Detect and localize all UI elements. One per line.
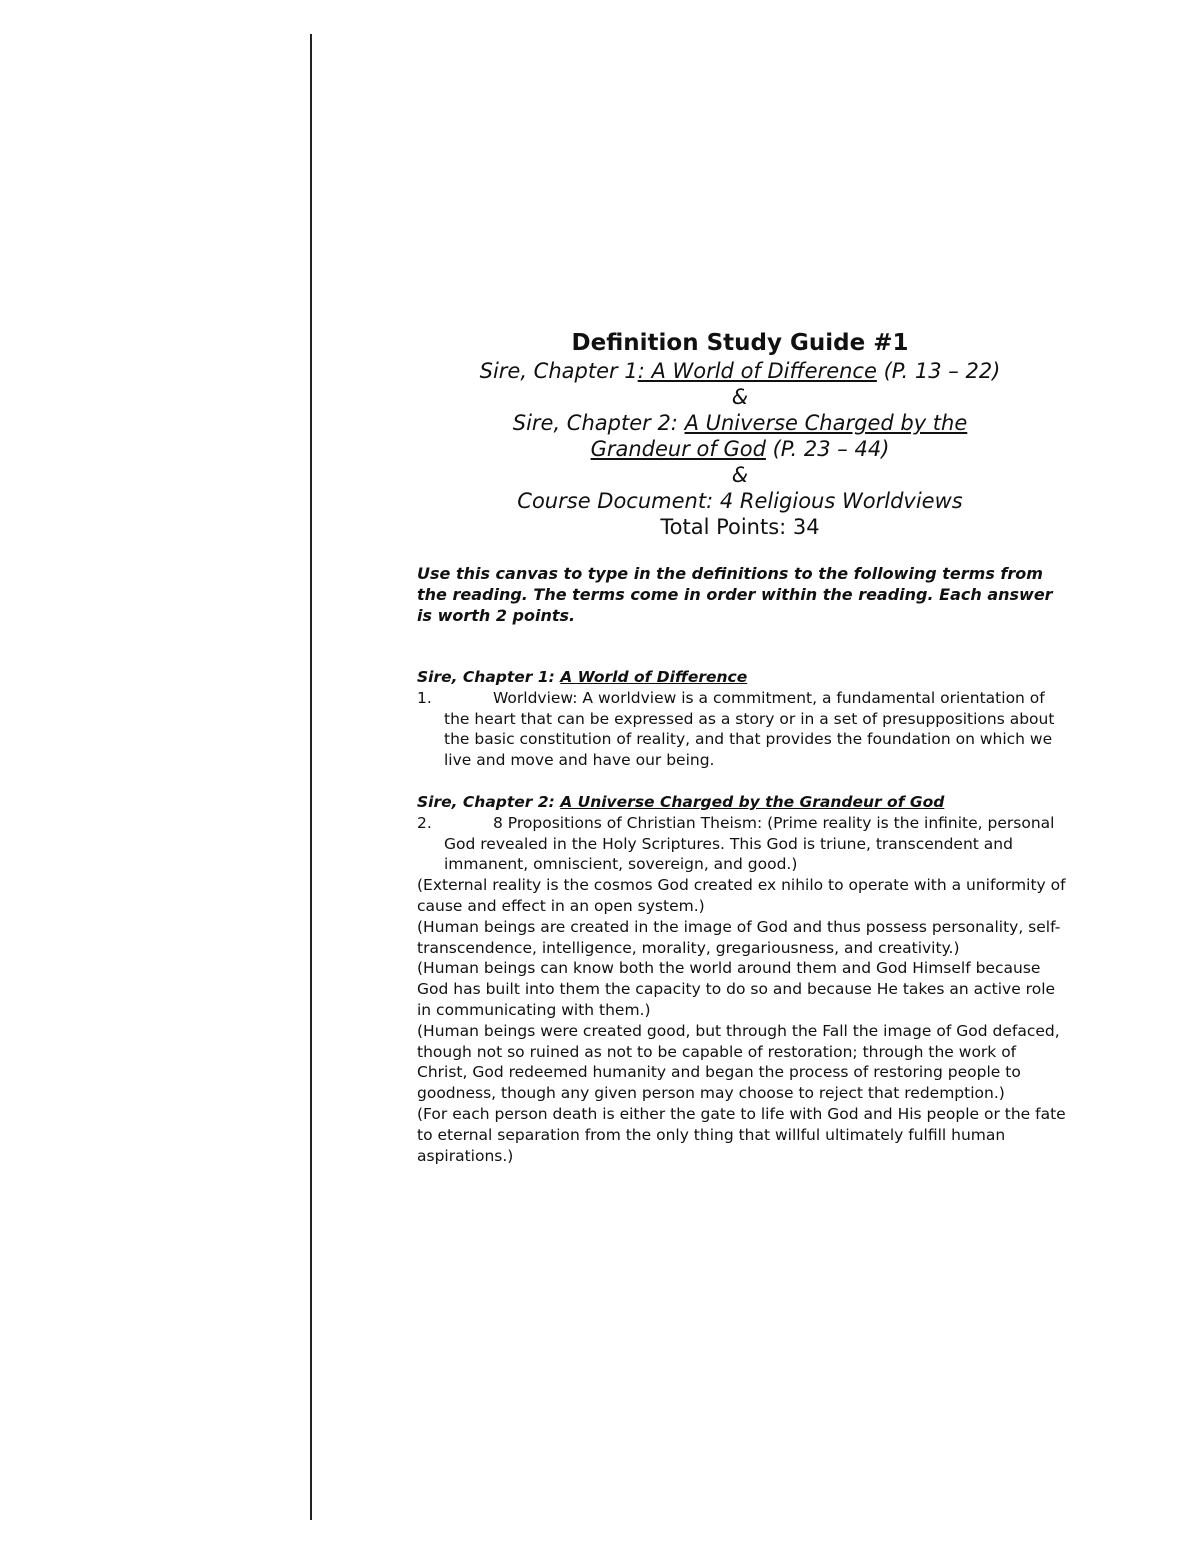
section-1-heading-prefix: Sire, Chapter 1: [417,668,561,686]
proposition-paragraph: (Human beings are created in the image of God and thus possess personality, self-transcendence, intelligence, morality, gregariousness, and creativity.) [417,917,1061,957]
section-2-heading-prefix: Sire, Chapter 2: [417,793,561,811]
definition-item-1[interactable] [417,688,1067,771]
proposition-paragraph: (For each person death is either the gate to life with God and His people or the fate to eternal separation from the only thing that willful ultimately fulfill human aspirations.) [417,1104,1066,1165]
chapter-1-prefix: Sire, Chapter 1 [479,359,638,383]
ampersand-2: & [731,463,749,487]
document-title: Definition Study Guide #1 [571,330,909,356]
chapter-1-title: : A World of Difference [637,359,877,383]
document-header [410,328,1070,540]
ampersand-1: & [731,385,749,409]
item-1-text: Worldview: A worldview is a commitment, a fundamental orientation of the heart that can be expressed as a story or in a set of presuppositions about the basic constitution of reality, and that provides the foundation on which we live and move and have our being. [444,688,1055,770]
course-document-reference: Course Document: 4 Religious Worldviews [517,489,963,513]
section-chapter-1 [417,667,1067,771]
definition-item-2[interactable] [417,813,1067,875]
section-2-heading [417,792,1067,813]
proposition-paragraph: (External reality is the cosmos God created ex nihilo to operate with a uniformity of cause and effect in an open system.) [417,876,1066,915]
section-1-heading [417,667,1067,688]
section-2-heading-title: A Universe Charged by the Grandeur of God [560,793,945,811]
chapter-2-reference [410,410,1070,436]
chapter-2-title-a: A Universe Charged by the [684,411,968,435]
margin-rule [310,34,312,1520]
item-2-text: 8 Propositions of Christian Theism: (Prime reality is the infinite, personal God revealed in the Holy Scriptures. This God is triune, transcendent and immanent, omniscient, sovereign, and good.) [444,813,1055,874]
item-2-number: 2. [417,813,432,832]
chapter-2-prefix: Sire, Chapter 2: [512,411,685,435]
proposition-paragraph: (Human beings can know both the world around them and God Himself because God has built into them the capacity to do so and because He takes an active role in communicating with them.) [417,959,1056,1019]
section-1-heading-title: A World of Difference [560,668,748,686]
instructions: Use this canvas to type in the definitions to the following terms from the reading. The terms come in order within the reading. Each answer is worth 2 points. [417,564,1053,625]
chapter-2-title-b: Grandeur of God [590,437,766,461]
section-chapter-2 [417,792,1067,1166]
chapter-1-reference [410,358,1070,384]
proposition-paragraph: (Human beings were created good, but through the Fall the image of God defaced, though not so ruined as not to be capable of restoration; through the work of Christ, God redeemed humanity and began the process of restoring people to goodness, though any given person may choose to reject that redemption.) [417,1021,1060,1103]
chapter-1-pages: (P. 13 – 22) [876,359,1001,383]
chapter-2-pages: (P. 23 – 44) [765,437,890,461]
chapter-2-reference-cont [410,436,1070,462]
total-points: Total Points: 34 [660,515,820,539]
item-1-number: 1. [417,688,432,707]
